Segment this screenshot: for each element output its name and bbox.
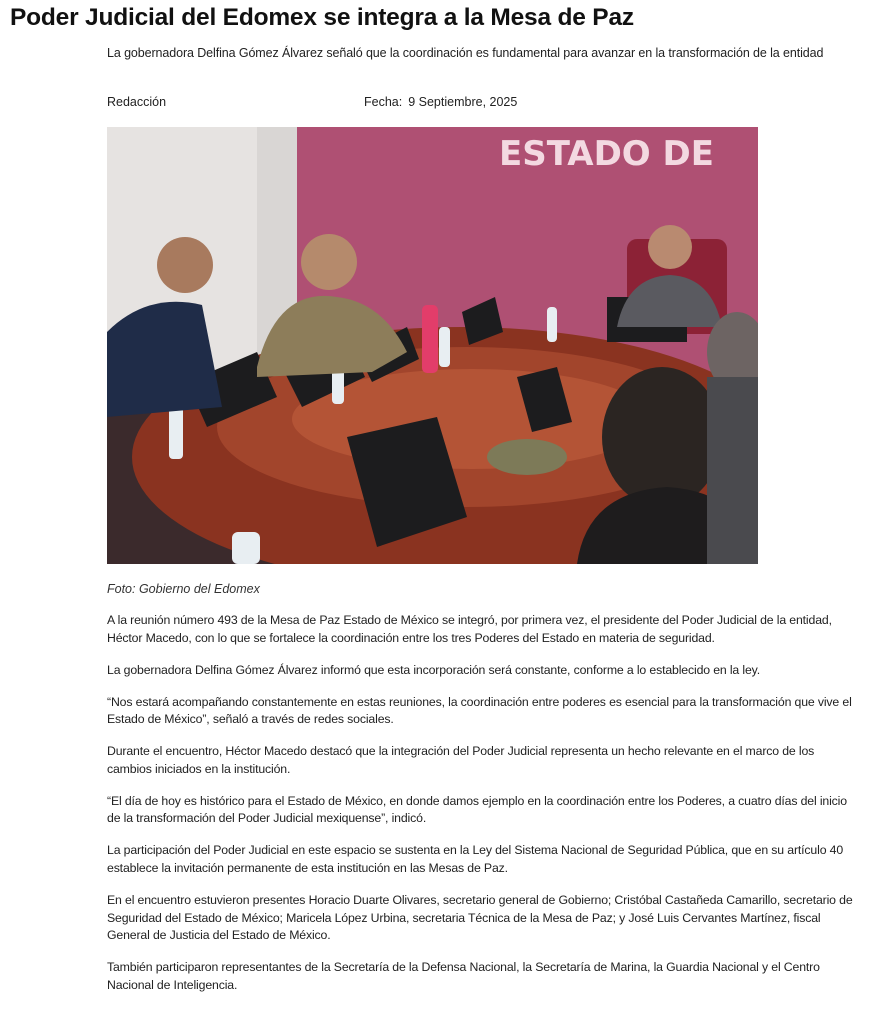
article-date [364,95,517,109]
photo-caption: Foto: Gobierno del Edomex [107,582,260,596]
article-paragraph: “El día de hoy es histórico para el Estado de México, en donde damos ejemplo en la coordinación entre los Poderes, a cuatro días del inicio de la transformación del Poder Judicial mexiquense”, indicó. [107,793,847,826]
article-paragraph: La gobernadora Delfina Gómez Álvarez informó que esta incorporación será constante, conforme a lo establecido en la ley. [107,662,761,677]
date-label: Fecha: [364,95,403,109]
article-headline: Poder Judicial del Edomex se integra a la Mesa de Paz [10,4,634,31]
article-subtitle: La gobernadora Delfina Gómez Álvarez señaló que la coordinación es fundamental para avanzar en la transformación de la entidad [107,46,824,60]
article-paragraph: En el encuentro estuvieron presentes Horacio Duarte Olivares, secretario general de Gobierno; Cristóbal Castañeda Camarillo, secretario de Seguridad del Estado de México; Maricela López Urbina, secretaria Técnica de la Mesa de Paz; y José Luis Cervantes Martínez, fiscal General de Justicia del Estado de México. [107,893,853,943]
photo-wall-text: ESTADO DE [499,134,714,174]
date-value: 9 Septiembre, 2025 [408,95,518,109]
article-paragraph: “Nos estará acompañando constantemente en estas reuniones, la coordinación entre poderes es esencial para la transformación que vive el Estado de México”, señaló a través de redes sociales. [107,694,852,727]
article-paragraph: Durante el encuentro, Héctor Macedo destacó que la integración del Poder Judicial representa un hecho relevante en el marco de los cambios iniciados en la institución. [107,744,815,776]
article-paragraph: La participación del Poder Judicial en este espacio se sustenta en la Ley del Sistema Nacional de Seguridad Pública, que en su artículo 40 establece la invitación permanente de esta institución en las Mesas de Paz. [107,843,844,875]
article-author: Redacción [107,95,167,109]
article-photo [107,127,758,564]
article-paragraph: A la reunión número 493 de la Mesa de Paz Estado de México se integró, por primera vez, el presidente del Poder Judicial de la entidad, Héctor Macedo, con lo que se fortalece la coordinación entre los tres Poderes del Estado en materia de seguridad. [107,613,832,645]
article-body [107,612,857,1009]
article-paragraph: También participaron representantes de la Secretaría de la Defensa Nacional, la Secretaría de Marina, la Guardia Nacional y el Centro Nacional de Inteligencia. [107,960,820,992]
